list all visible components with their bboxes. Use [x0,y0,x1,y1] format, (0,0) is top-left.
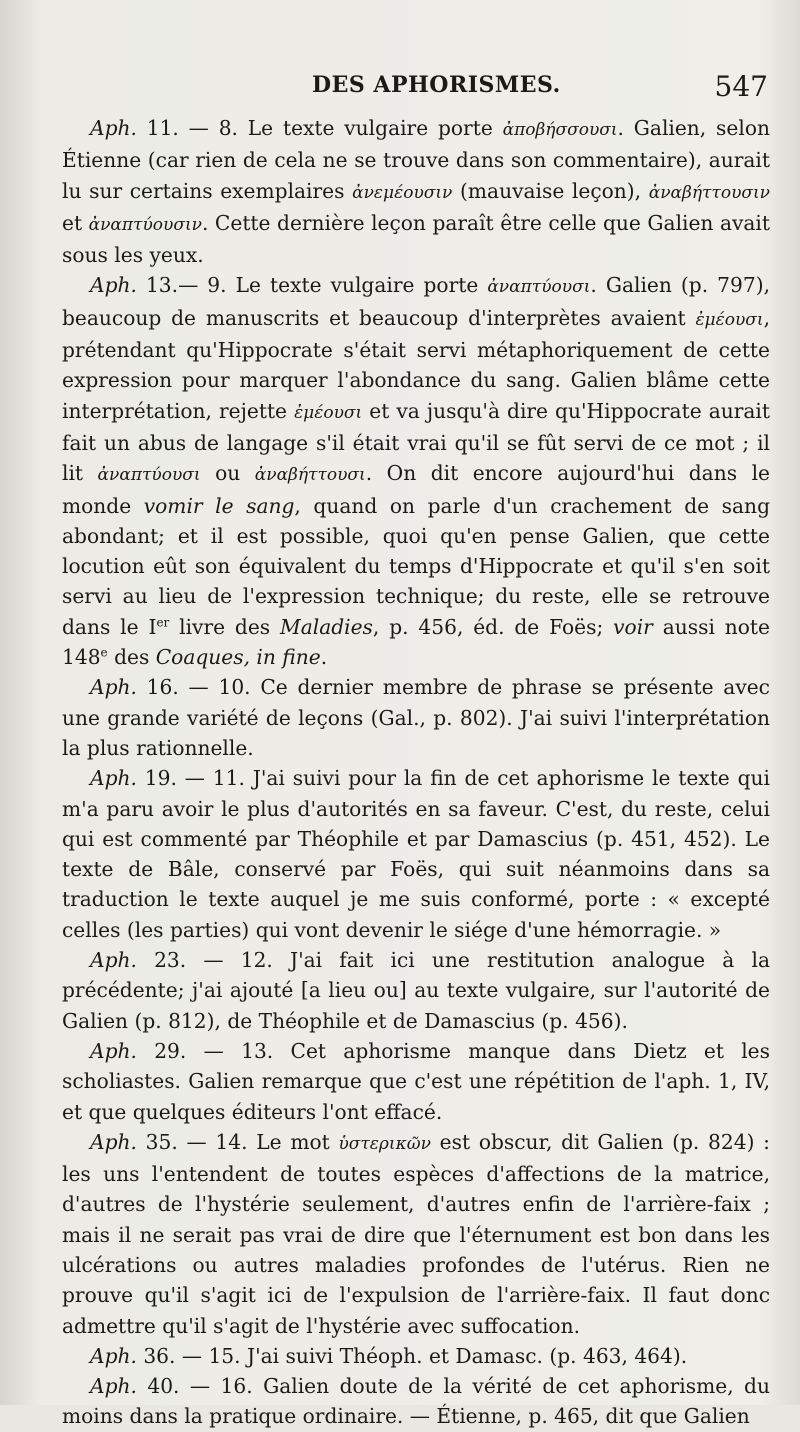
italic-phrase: Coaques, in fine [155,645,321,670]
greek-term: ἐμέουσι [695,309,764,330]
notes-body [62,113,770,1432]
page-number: 547 [714,70,768,103]
aph-ref: Aph. [90,1129,137,1154]
note-13: Aph. 29. — 13. Cet aphorisme manque dans Dietz et les scholiastes. Galien remarque que c'est une répétition de l'aph. 1, IV, et que quelques éditeurs l'ont effacé. [62,1038,770,1124]
aph-ref: Aph. [90,1038,137,1063]
italic-phrase: Maladies [280,614,373,639]
aph-ref: Aph. [90,1343,137,1368]
aph-ref: Aph. [90,273,137,298]
greek-term: ἀναβήττουσιν [648,182,771,203]
note-8: Aph. 11. — 8. Le texte vulgaire porte ἀποβήσσουσι. Galien, selon Étienne (car rien de cela ne se trouve dans son commentaire), aurait lu sur certains exemplaires ἀνεμέουσιν (mauvaise leçon), ἀναβήττουσιν et ἀναπτύουσιν. Cette dernière leçon paraît être celle que Galien avait sous les yeux. [62,116,771,268]
italic-phrase: vomir le sang [143,493,295,518]
aph-ref: Aph. [90,116,137,140]
italic-phrase: voir [613,614,653,639]
superscript: e [100,645,108,660]
aph-ref: Aph. [90,1374,137,1399]
note-9: Aph. 13.— 9. Le texte vulgaire porte ἀναπτύουσι. Galien (p. 797), beaucoup de manuscrits et beaucoup d'interprètes avaient ἐμέουσι, prétendant qu'Hippocrate s'était servi métaphoriquement de cette expression pour marquer l'abondance du sang. Galien blâme cette interprétation, rejette ἐμέουσι et va jusqu'à dire qu'Hippocrate aurait fait un abus de langage s'il était vrai qu'il se fût servi de ce mot ; il lit ἀναπτύουσι ou ἀναβήττουσι. On dit encore aujourd'hui dans le monde vomir le sang, quand on parle d'un crachement de sang abondant; et il est possible, quoi qu'en pense Galien, que cette locution eût son équivalent du temps d'Hippocrate et qu'il s'en soit servi au lieu de l'expression technique; du reste, elle se retrouve dans le Ier livre des Maladies, p. 456, éd. de Foës; voir aussi note 148e des Coaques, in fine. [62,273,770,670]
greek-term: ἀναπτύουσιν [88,214,202,235]
greek-term: ἀναβήττουσι [254,465,366,486]
page-header [62,70,768,110]
note-14: Aph. 35. — 14. Le mot ὑστερικῶν est obscur, dit Galien (p. 824) : les uns l'entendent de toutes espèces d'affections de la matrice, d'autres de l'hystérie seulement, d'autres enfin de l'arrière-faix ; mais il ne serait pas vrai de dire que l'éternument est bon dans les ulcérations ou autres maladies profondes de l'utérus. Rien ne prouve qu'il s'agit ici de l'expulsion de l'arrière-faix. Il faut donc admettre qu'il s'agit de l'hystérie avec suffocation. [62,1129,770,1338]
aph-ref: Aph. [90,675,137,700]
note-10: Aph. 16. — 10. Ce dernier membre de phrase se présente avec une grande variété de leçons (Gal., p. 802). J'ai suivi l'interprétation la plus rationnelle. [62,675,770,760]
note-16: Aph. 40. — 16. Galien doute de la vérité de cet aphorisme, du moins dans la pratique ordinaire. — Étienne, p. 465, dit que Galien [62,1374,770,1429]
greek-term: ἀναπτύουσι [97,465,201,486]
note-12: Aph. 23. — 12. J'ai fait ici une restitution analogue à la précédente; j'ai ajouté [a lieu ou] au texte vulgaire, sur l'autorité de Galien (p. 812), de Théophile et de Damascius (p. 456). [62,948,770,1033]
greek-term: ἀνεμέουσιν [352,182,453,203]
running-title: DES APHORISMES. [312,72,561,98]
aph-ref: Aph. [90,948,137,973]
superscript: er [156,615,170,630]
note-15: Aph. 36. — 15. J'ai suivi Théoph. et Damasc. (p. 463, 464). [90,1343,688,1368]
greek-term: ἀναπτύουσι [487,277,591,298]
note-11: Aph. 19. — 11. J'ai suivi pour la fin de cet aphorisme le texte qui m'a paru avoir le plus d'autorités en sa faveur. C'est, du reste, celui qui est commenté par Théophile et par Damascius (p. 451, 452). Le texte de Bâle, conservé par Foës, qui suit néanmoins dans sa traduction le texte auquel je me suis conformé, porte : « excepté celles (les parties) qui vont devenir le siége d'une hémorragie. » [62,766,770,942]
greek-term: ἐμέουσι [294,402,363,423]
greek-term: ἀποβήσσουσι [502,120,618,140]
aph-ref: Aph. [90,766,137,791]
greek-term: ὑστερικῶν [338,1133,431,1154]
